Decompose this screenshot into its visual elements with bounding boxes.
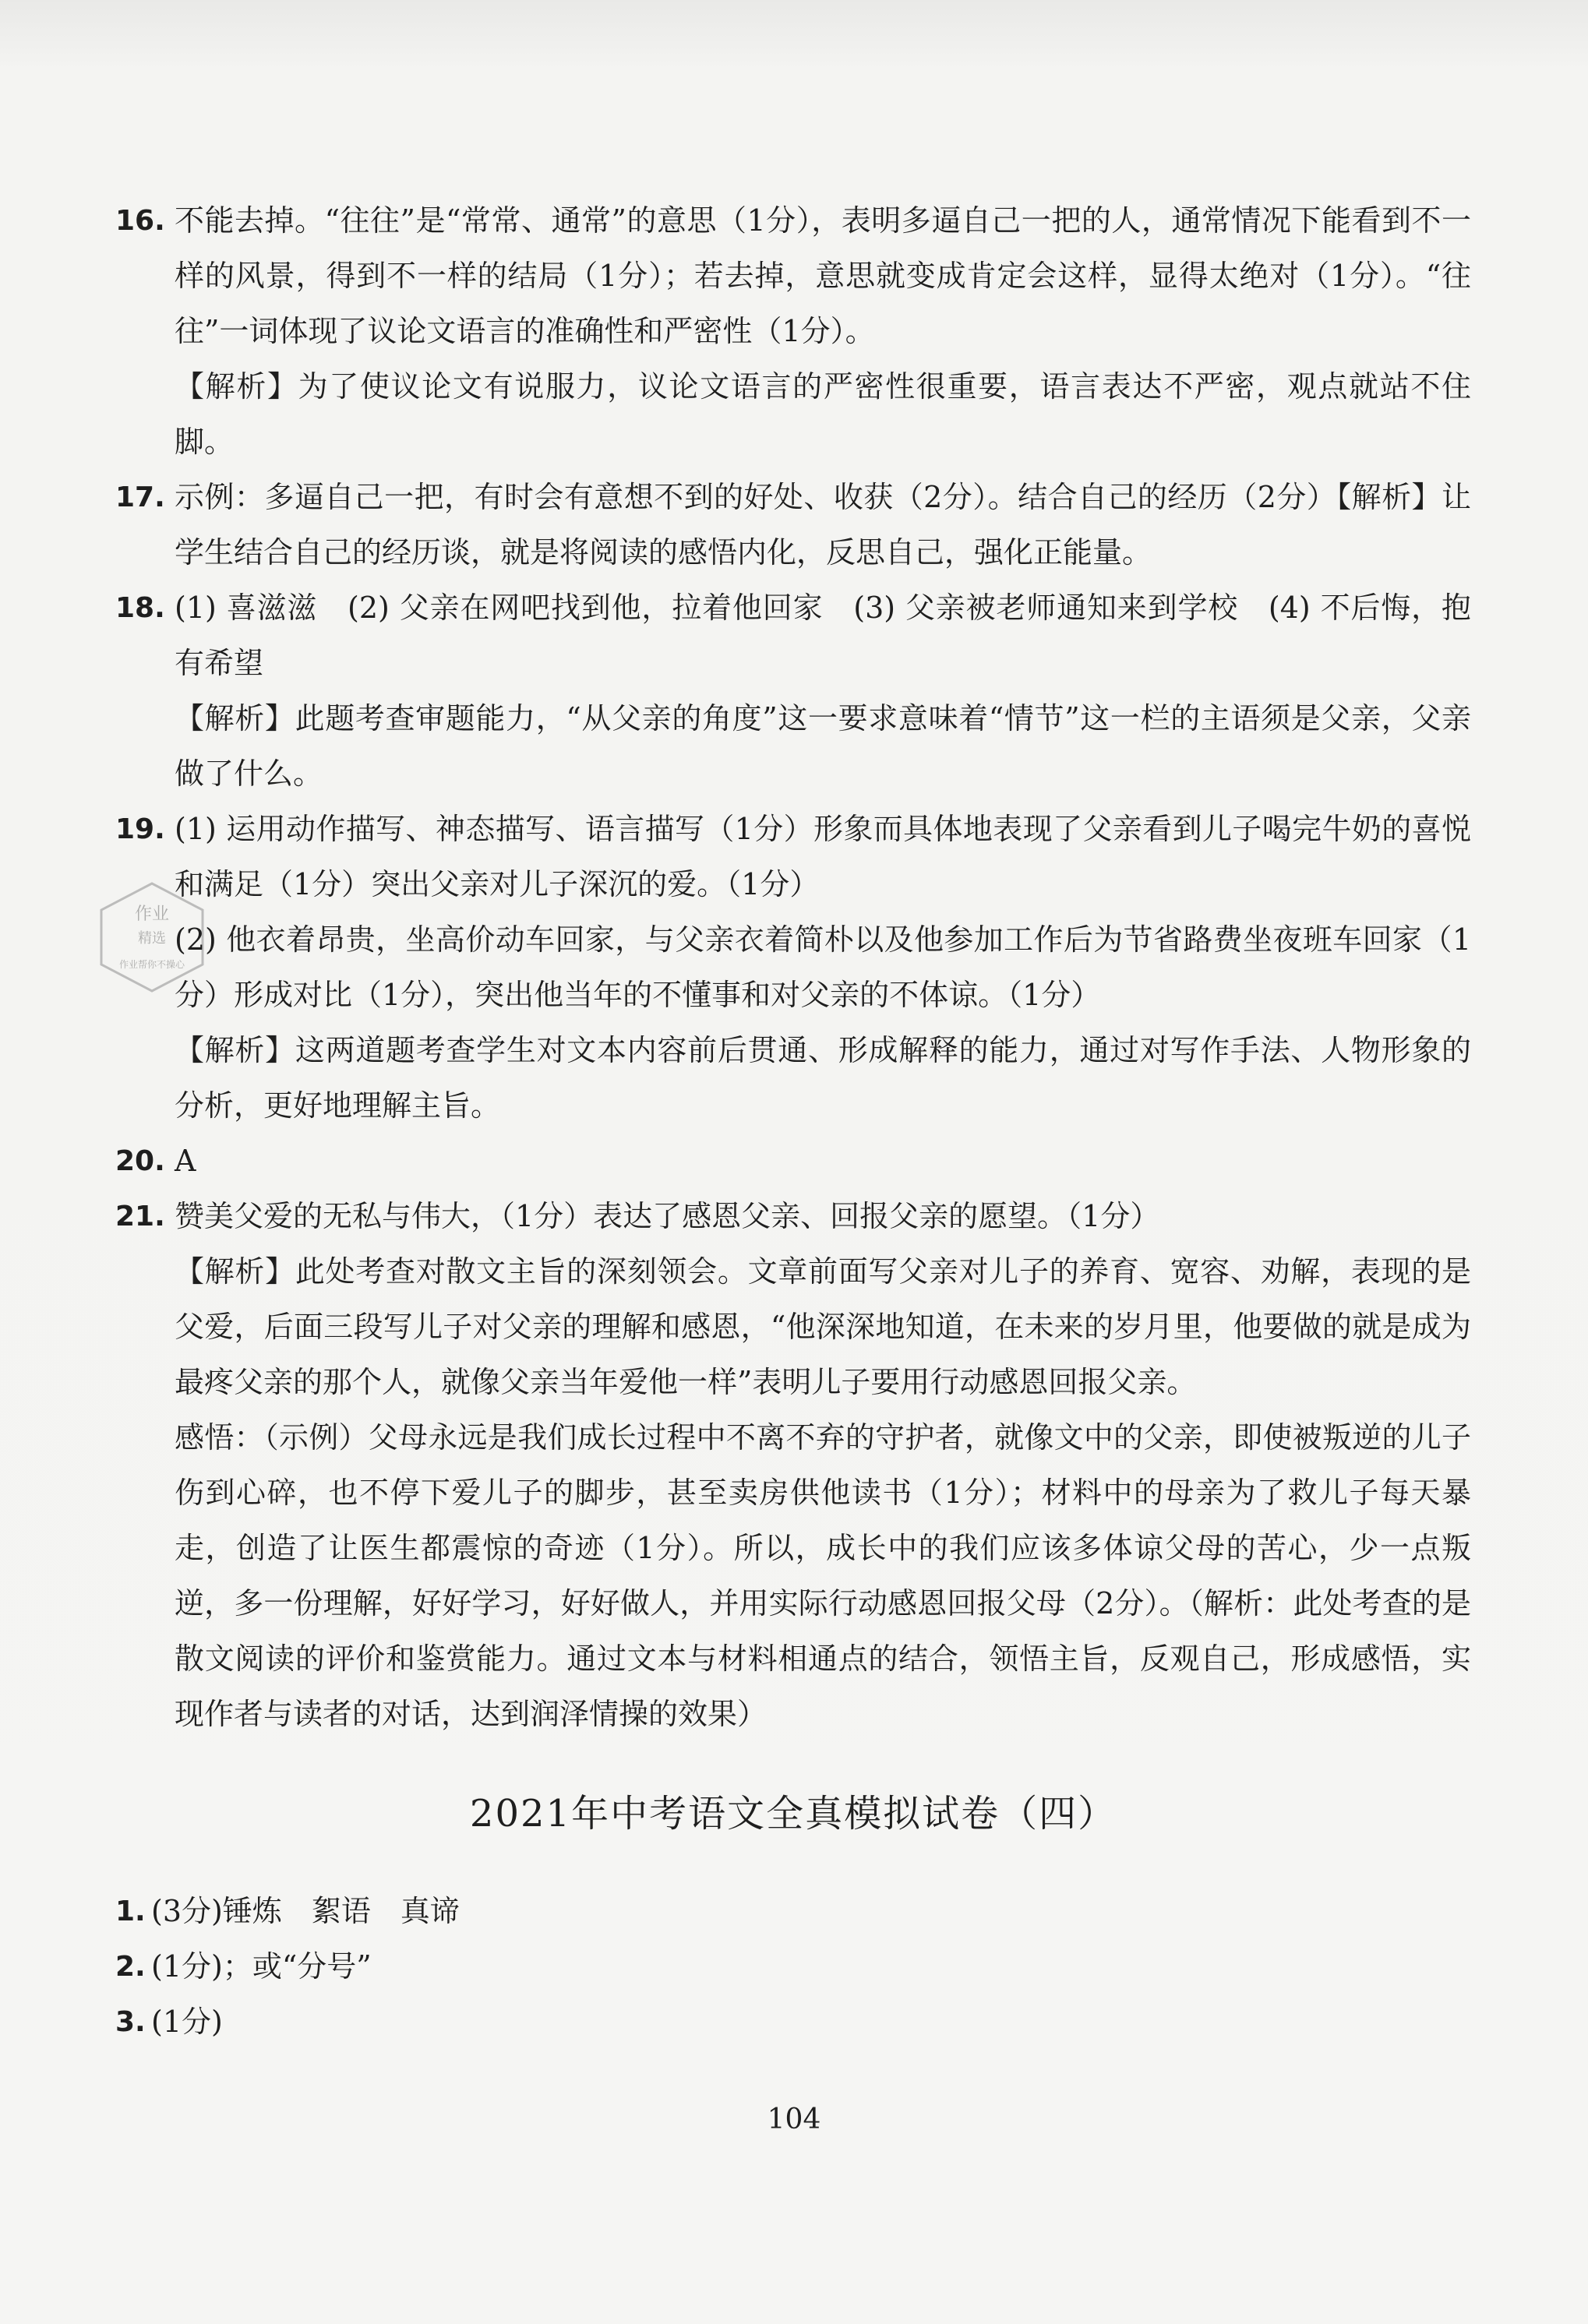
answer-item-16 — [115, 193, 1471, 470]
answer-item-19 — [115, 802, 1471, 1134]
answer-number: 18. — [115, 592, 165, 624]
answer-item-2 — [115, 1939, 1471, 1994]
stamp-line1: 作业 — [134, 905, 170, 924]
answer-number: 2. — [115, 1951, 146, 1983]
stamp-line2: 精选 — [138, 930, 166, 947]
answer-text: (1) 喜滋滋 (2) 父亲在网吧找到他，拉着他回家 (3) 父亲被老师通知来到学校 (4) 不后悔，抱有希望 — [175, 591, 1471, 680]
answer-number: 21. — [115, 1201, 165, 1233]
answer-item-20 — [115, 1134, 1471, 1189]
answer-text: (1分) — [151, 2005, 223, 2039]
answer-text: A — [175, 1144, 196, 1178]
answer-number: 17. — [115, 481, 165, 513]
answer-item-1 — [115, 1884, 1471, 1939]
answer-text: 示例：多逼自己一把，有时会有意想不到的好处、收获（2分）。结合自己的经历（2分）【解析】让学生结合自己的经历谈，就是将阅读的感悟内化，反思自己，强化正能量。 — [175, 480, 1471, 570]
answer-number: 20. — [115, 1145, 165, 1177]
answer-text: (1分)；或“分号” — [151, 1949, 372, 1984]
answer-text: (3分)锤炼 絮语 真谛 — [151, 1894, 460, 1928]
answer-text: 赞美父爱的无私与伟大，（1分）表达了感恩父亲、回报父亲的愿望。（1分） — [175, 1199, 1160, 1233]
answer-item-17 — [115, 470, 1471, 580]
reflection-text: 感悟：（示例）父母永远是我们成长过程中不离不弃的守护者，就像文中的父亲，即使被叛逆的儿子伤到心碎，也不停下爱儿子的脚步，甚至卖房供他读书（1分）；材料中的母亲为了救儿子每天暴走，创造了让医生都震惊的奇迹（1分）。所以，成长中的我们应该多体谅父母的苦心，少一点叛逆，多一份理解，好好学习，好好做人，并用实际行动感恩回报父母（2分）。（解析：此处考查的是散文阅读的评价和鉴赏能力。通过文本与材料相通点的结合，领悟主旨，反观自己，形成感悟，实现作者与读者的对话，达到润泽情操的效果） — [175, 1420, 1471, 1731]
analysis-text: 【解析】此题考查审题能力，“从父亲的角度”这一要求意味着“情节”这一栏的主语须是父亲，父亲做了什么。 — [175, 701, 1471, 791]
page-number: 104 — [767, 2104, 821, 2135]
answer-number: 3. — [115, 2006, 146, 2038]
answer-item-18 — [115, 580, 1471, 802]
answer-number: 19. — [115, 813, 165, 845]
answer-text-part2: (2) 他衣着昂贵，坐高价动车回家，与父亲衣着简朴以及他参加工作后为节省路费坐夜班车回家（1分）形成对比（1分），突出他当年的不懂事和对父亲的不体谅。（1分） — [175, 922, 1471, 1012]
answer-text: 不能去掉。“往往”是“常常、通常”的意思（1分），表明多逼自己一把的人，通常情况下能看到不一样的风景，得到不一样的结局（1分）；若去掉，意思就变成肯定会这样，显得太绝对（1分）。“往往”一词体现了议论文语言的准确性和严密性（1分）。 — [175, 203, 1471, 348]
answer-content — [115, 193, 1471, 2050]
section-title: 2021年中考语文全真模拟试卷（四） — [469, 1792, 1117, 1836]
analysis-text: 【解析】此处考查对散文主旨的深刻领会。文章前面写父亲对儿子的养育、宽容、劝解，表现的是父爱，后面三段写儿子对父亲的理解和感恩，“他深深地知道，在未来的岁月里，他要做的就是成为最疼父亲的那个人，就像父亲当年爱他一样”表明儿子要用行动感恩回报父亲。 — [175, 1254, 1471, 1399]
answer-number: 16. — [115, 205, 165, 237]
answer-item-3 — [115, 1994, 1471, 2050]
analysis-text: 【解析】为了使议论文有说服力，议论文语言的严密性很重要，语言表达不严密，观点就站不住脚。 — [175, 369, 1471, 459]
stamp-line3: 作业帮你不操心 — [118, 959, 185, 970]
analysis-text: 【解析】这两道题考查学生对文本内容前后贯通、形成解释的能力，通过对写作手法、人物形象的分析，更好地理解主旨。 — [175, 1033, 1471, 1123]
answer-text-part1: (1) 运用动作描写、神态描写、语言描写（1分）形象而具体地表现了父亲看到儿子喝完牛奶的喜悦和满足（1分）突出父亲对儿子深沉的爱。（1分） — [175, 812, 1471, 901]
answer-item-21 — [115, 1189, 1471, 1742]
answer-number: 1. — [115, 1896, 146, 1927]
